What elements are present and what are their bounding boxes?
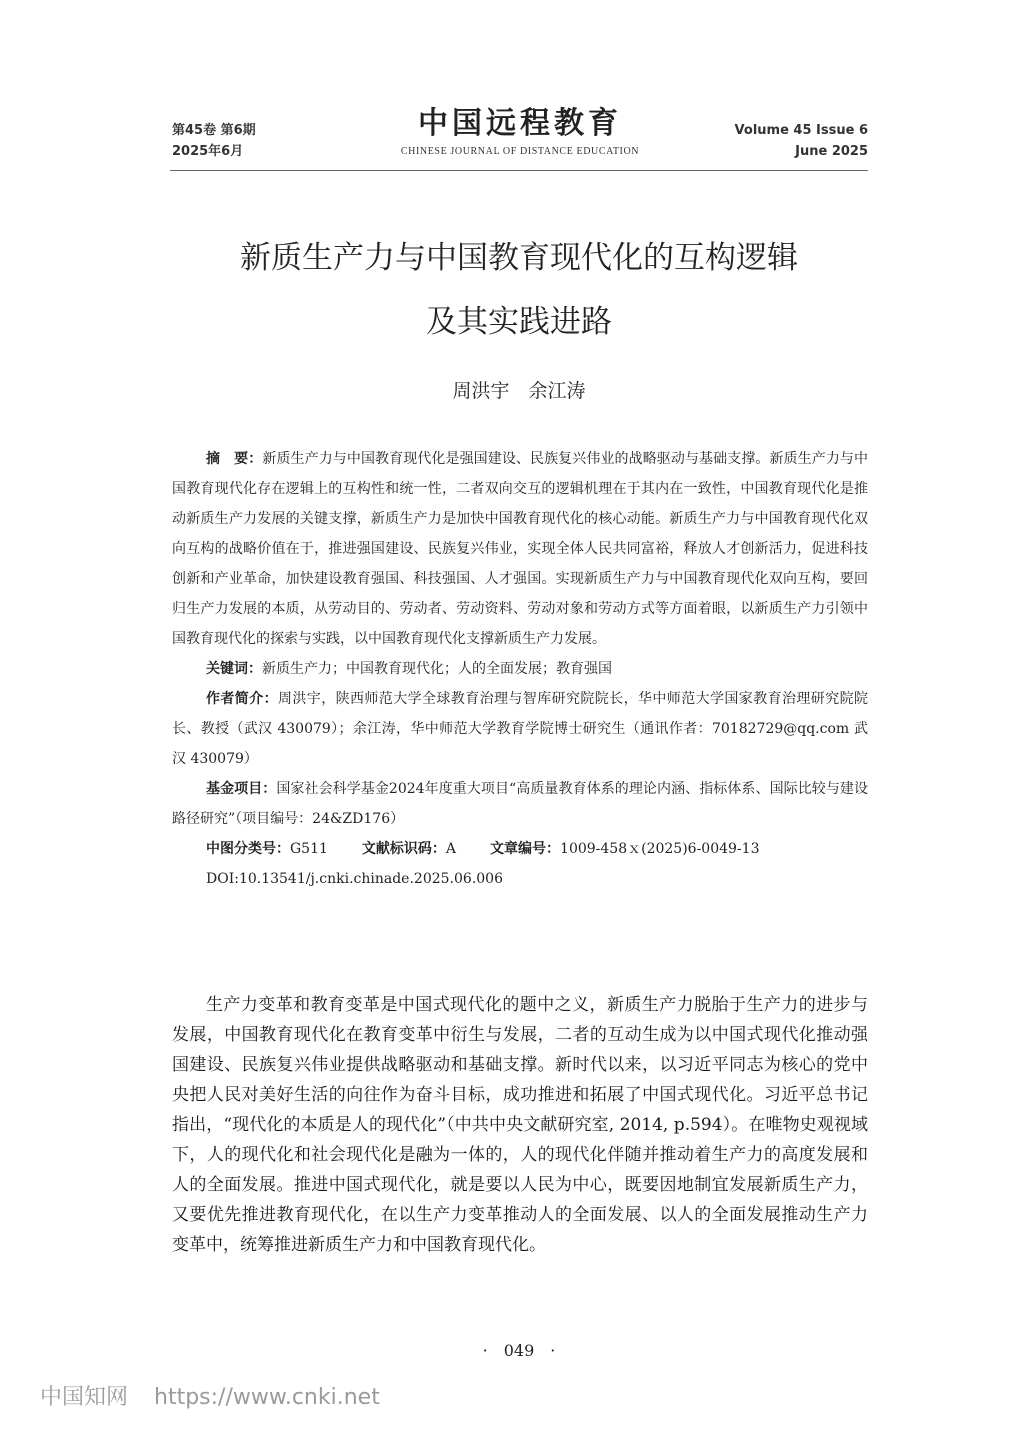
keywords-label: 关键词：: [206, 661, 262, 677]
doc-code-value: A: [445, 841, 457, 857]
doc-code-label: 文献标识码：: [361, 841, 446, 857]
article-authors: 周洪宇 余江涛: [452, 380, 586, 402]
watermark-url[interactable]: https://www.cnki.net: [154, 1385, 380, 1410]
article-metadata: [172, 444, 868, 894]
fund-label: 基金项目：: [206, 781, 277, 797]
journal-masthead: [360, 104, 680, 157]
journal-name-en: CHINESE JOURNAL OF DISTANCE EDUCATION: [400, 146, 640, 157]
body-paragraph: 生产力变革和教育变革是中国式现代化的题中之义，新质生产力脱胎于生产力的进步与发展，中国教育现代化在教育变革中衍生与发展，二者的互动生成为以中国式现代化推动强国建设、民族复兴伟业提供战略驱动和基础支撑。新时代以来，以习近平同志为核心的党中央把人民对美好生活的向往作为奋斗目标，成功推进和拓展了中国式现代化。习近平总书记指出，“现代化的本质是人的现代化”（中共中央文献研究室, 2014, p.594）。在唯物史观视域下，人的现代化和社会现代化是融为一体的，人的现代化伴随并推动着生产力的高度发展和人的全面发展。推进中国式现代化，就是要以人民为中心，既要因地制宜发展新质生产力，又要优先推进教育现代化，在以生产力变革推动人的全面发展、以人的全面发展推动生产力变革中，统筹推进新质生产力和中国教育现代化。: [172, 995, 868, 1255]
header-rule: [170, 170, 868, 171]
body-text: [172, 990, 868, 1260]
header-issue-cn: [172, 120, 256, 162]
header-issue-en: [735, 120, 868, 162]
header-volume-cn: 第45卷 第6期: [172, 123, 256, 138]
author-intro-text: 周洪宇，陕西师范大学全球教育治理与智库研究院院长，华中师范大学国家教育治理研究院院长、教授（武汉 430079）；余江涛，华中师范大学教育学院博士研究生（通讯作者：70182729@qq.com 武汉 430079）: [172, 691, 868, 767]
page-number: · 049 ·: [482, 1341, 556, 1360]
article-title-line2: 及其实践进路: [426, 304, 612, 340]
header-date-cn: 2025年6月: [172, 144, 244, 159]
journal-name-cn: 中国远程教育: [418, 106, 622, 141]
abstract-paragraph: [172, 444, 868, 654]
author-intro-label: 作者简介：: [206, 691, 278, 707]
author-intro-paragraph: [172, 684, 868, 774]
abstract-text: 新质生产力与中国教育现代化是强国建设、民族复兴伟业的战略驱动与基础支撑。新质生产力与中国教育现代化存在逻辑上的互构性和统一性，二者双向交互的逻辑机理在于其内在一致性，中国教育现代化是推动新质生产力发展的关键支撑，新质生产力是加快中国教育现代化的核心动能。新质生产力与中国教育现代化双向互构的战略价值在于，推进强国建设、民族复兴伟业，实现全体人民共同富裕，释放人才创新活力，促进科技创新和产业革命，加快建设教育强国、科技强国、人才强国。实现新质生产力与中国教育现代化双向互构，要回归生产力发展的本质，从劳动目的、劳动者、劳动资料、劳动对象和劳动方式等方面着眼，以新质生产力引领中国教育现代化的探索与实践，以中国教育现代化支撑新质生产力发展。: [172, 451, 869, 647]
fund-text: 国家社会科学基金2024年度重大项目“高质量教育体系的理论内涵、指标体系、国际比较与建设路径研究”（项目编号：24&ZD176）: [172, 781, 868, 827]
article-title-line1: 新质生产力与中国教育现代化的互构逻辑: [240, 240, 798, 276]
keywords-paragraph: [172, 654, 868, 684]
header-date-en: June 2025: [795, 144, 868, 159]
fund-paragraph: [172, 774, 868, 834]
watermark: [40, 1380, 380, 1411]
classification-line: [172, 834, 868, 864]
abstract-label: 摘 要：: [206, 451, 263, 467]
watermark-brand: 中国知网: [40, 1385, 129, 1410]
clc-value: G511: [290, 841, 328, 857]
header-volume-en: Volume 45 Issue 6: [734, 123, 868, 138]
article-number-value: 1009-458ｘ(2025)6-0049-13: [560, 841, 760, 857]
article-number-label: 文章编号：: [490, 841, 561, 857]
clc-label: 中图分类号：: [206, 841, 290, 857]
keywords-text: 新质生产力；中国教育现代化；人的全面发展；教育强国: [262, 661, 612, 677]
doi-line[interactable]: DOI:10.13541/j.cnki.chinade.2025.06.006: [206, 871, 503, 887]
